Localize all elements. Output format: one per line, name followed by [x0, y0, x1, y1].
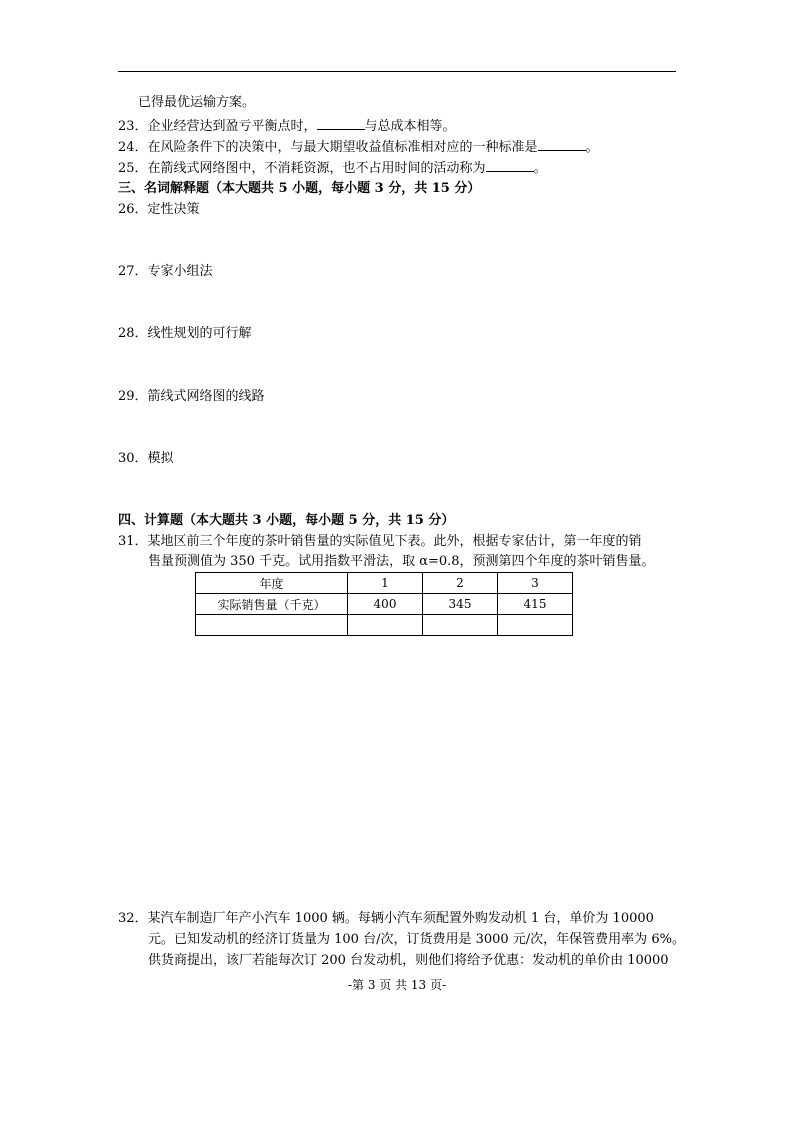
question-32-line1: 32．某汽车制造厂年产小汽车 1000 辆。每辆小汽车须配置外购发动机 1 台，单价为 10000 [118, 911, 654, 926]
table-header-cell: 2 [423, 573, 498, 594]
q25-answer-blank[interactable] [486, 159, 534, 172]
q25-text-before: 25．在箭线式网络图中，不消耗资源，也不占用时间的活动称为 [118, 161, 486, 176]
table-cell [348, 615, 423, 636]
question-30: 30．模拟 [118, 451, 174, 466]
table-cell: 400 [348, 594, 423, 615]
q25-text-after: 。 [533, 161, 547, 176]
table-cell: 345 [423, 594, 498, 615]
question-26: 26．定性决策 [118, 202, 200, 217]
q23-text-before: 23．企业经营达到盈亏平衡点时， [118, 119, 317, 134]
table-row [196, 615, 573, 636]
question-31-line1: 31．某地区前三个年度的茶叶销售量的实际值见下表。此外，根据专家估计，第一年度的销 [118, 534, 642, 549]
question-23 [118, 117, 456, 136]
question-24 [118, 138, 599, 157]
question-31-line2: 售量预测值为 350 千克。试用指数平滑法，取 α=0.8，预测第四个年度的茶叶销售量。 [148, 554, 655, 569]
q23-text-after: 与总成本相等。 [364, 119, 456, 134]
page-footer: -第 3 页 共 13 页- [347, 978, 447, 992]
table-row [196, 594, 573, 615]
section-4-heading: 四、计算题（本大题共 3 小题，每小题 5 分，共 15 分） [118, 513, 455, 528]
q24-text-before: 24．在风险条件下的决策中，与最大期望收益值标准相对应的一种标准是 [118, 140, 538, 155]
question-32-line3: 供货商提出，该厂若能每次订 200 台发动机，则他们将给予优惠：发动机的单价由 10000 [148, 953, 669, 968]
q24-answer-blank[interactable] [538, 138, 586, 151]
table-header-cell: 1 [348, 573, 423, 594]
header-rule [118, 71, 676, 72]
q22-continuation: 已得最优运输方案。 [138, 95, 256, 110]
q24-text-after: 。 [585, 140, 599, 155]
table-row [196, 573, 573, 594]
table-header-cell: 年度 [196, 573, 348, 594]
table-cell: 实际销售量（千克） [196, 594, 348, 615]
table-cell: 415 [498, 594, 573, 615]
table-header-cell: 3 [498, 573, 573, 594]
table-cell [423, 615, 498, 636]
q23-answer-blank[interactable] [317, 117, 365, 130]
question-27: 27．专家小组法 [118, 264, 213, 279]
question-25 [118, 159, 547, 178]
question-29: 29．箭线式网络图的线路 [118, 389, 265, 404]
table-cell [498, 615, 573, 636]
question-32-line2: 元。已知发动机的经济订货量为 100 台/次，订货费用是 3000 元/次，年保管费用率为 6%。 [148, 932, 685, 947]
question-28: 28．线性规划的可行解 [118, 326, 252, 341]
section-3-heading: 三、名词解释题（本大题共 5 小题，每小题 3 分，共 15 分） [118, 181, 481, 196]
sales-table [195, 572, 573, 636]
table-cell [196, 615, 348, 636]
